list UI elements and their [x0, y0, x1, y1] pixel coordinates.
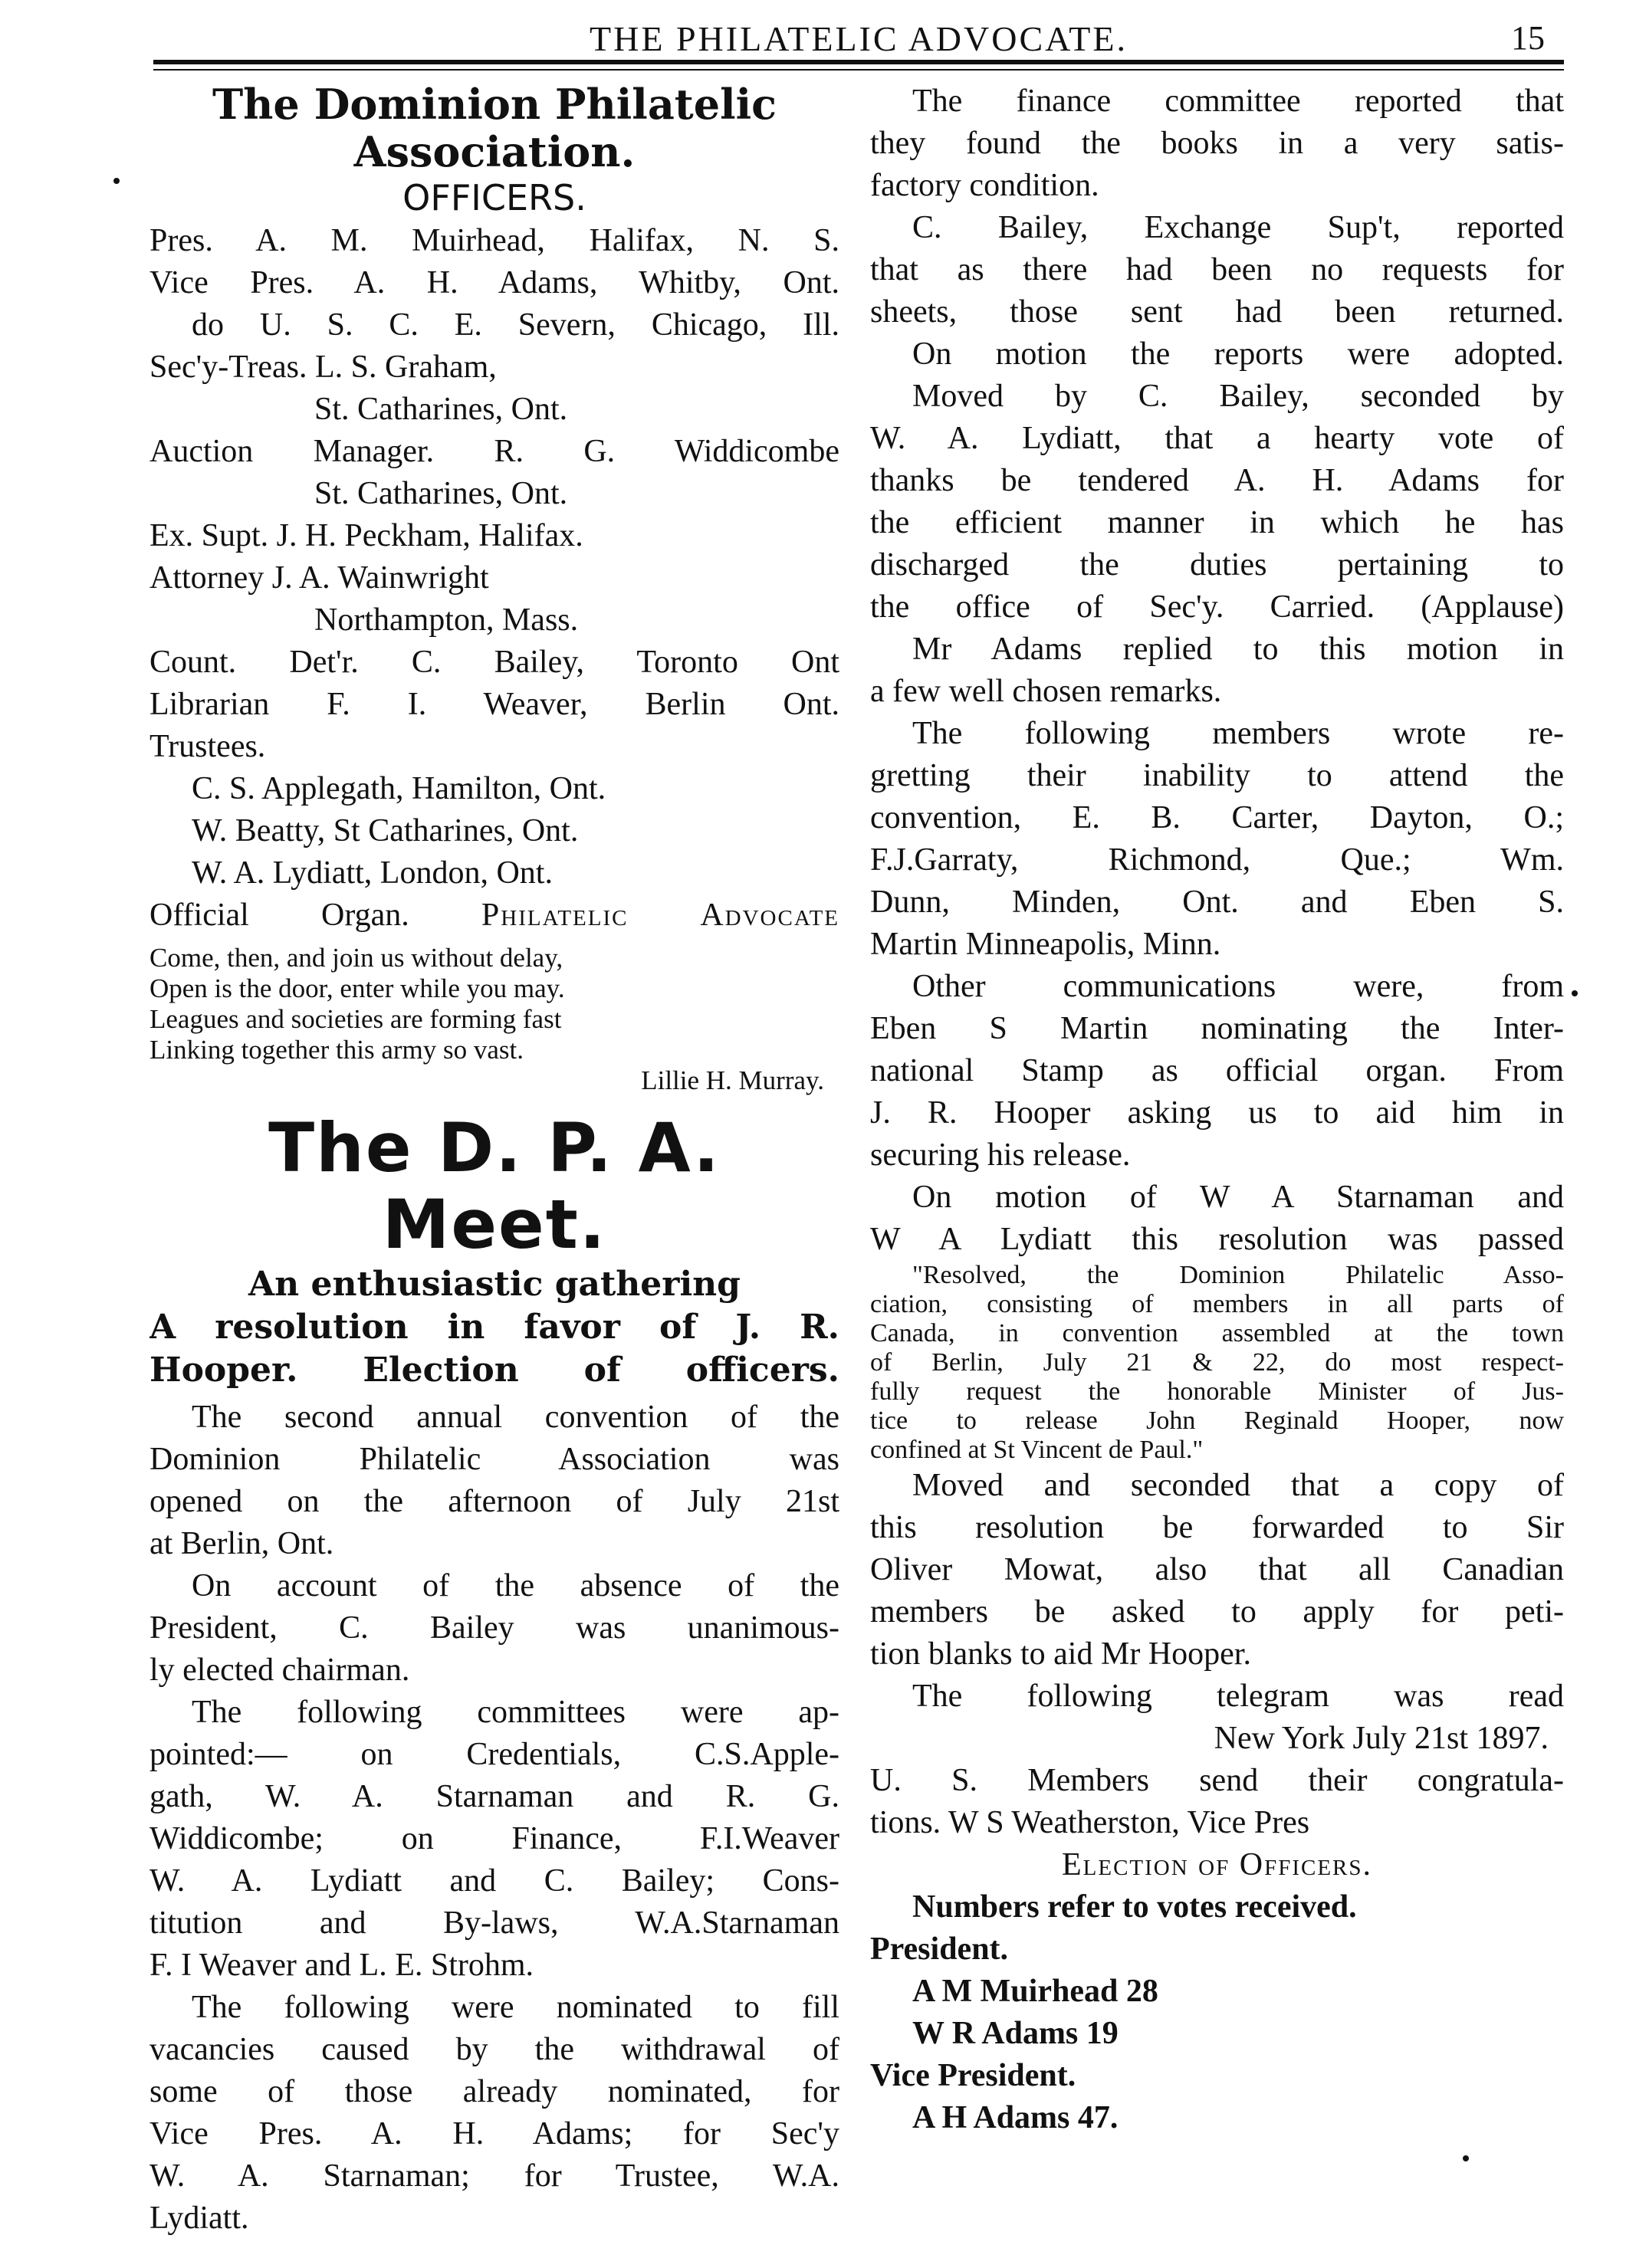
- officer-line: Ex. Supt. J. H. Peckham, Halifax.: [149, 518, 583, 553]
- officer-line: Northampton, Mass.: [314, 602, 579, 638]
- officer-line: St. Catharines, Ont.: [314, 476, 568, 511]
- officer-line: Librarian F. I. Weaver, Berlin Ont.: [149, 687, 839, 722]
- paragraph: On motion the reports were adopted.: [912, 336, 1564, 372]
- officer-line: Count. Det'r. C. Bailey, Toronto Ont: [149, 645, 839, 680]
- poem-line: Open is the door, enter while you may.: [149, 973, 565, 1003]
- trustees-list: [149, 768, 839, 894]
- paragraph: The second annual convention of the Dominion Philatelic Association was opened on the afternoon of July 21st at Berlin, Ont.: [149, 1400, 839, 1561]
- result-line: A H Adams 47.: [912, 2100, 1119, 2135]
- official-organ-label: Official Organ.: [149, 898, 409, 933]
- vice-president-label: Vice President.: [870, 2058, 1076, 2093]
- officer-line: Vice Pres. A. H. Adams, Whitby, Ont.: [149, 265, 839, 300]
- left-column: [149, 80, 839, 2240]
- officer-line: Sec'y-Treas. L. S. Graham,: [149, 350, 497, 385]
- telegram-dateline: New York July 21st 1897.: [1214, 1721, 1549, 1756]
- subhead-line: A resolution in favor of J. R.: [149, 1308, 839, 1347]
- vice-president-results: [870, 2097, 1564, 2139]
- paragraph: The following were nominated to fill vacancies caused by the withdrawal of some of those already nominated, for Vice Pres. A. H. Adams; for Sec'y W. A. Starnaman; for Trustee, W.A. Lydiatt.: [149, 1990, 839, 2236]
- publication-title: THE PHILATELIC ADVOCATE.: [590, 19, 1128, 58]
- officer-line: Attorney J. A. Wainwright: [149, 560, 489, 596]
- telegram: U. S. Members send their congratula- tions. W S Weatherston, Vice Pres: [870, 1763, 1564, 1840]
- poem-author: Lillie H. Murray.: [641, 1065, 824, 1095]
- trustee-line: W. Beatty, St Catharines, Ont.: [192, 813, 579, 848]
- speck-mark: [113, 178, 120, 184]
- trustee-line: W. A. Lydiatt, London, Ont.: [192, 855, 553, 891]
- page-number: 15: [1511, 19, 1545, 57]
- officer-line: do U. S. C. E. Severn, Chicago, Ill.: [192, 307, 839, 343]
- officer-line: Pres. A. M. Muirhead, Halifax, N. S.: [149, 223, 839, 258]
- official-organ: [149, 894, 839, 937]
- paragraph: Moved by C. Bailey, seconded by W. A. Lydiatt, that a hearty vote of thanks be tendered A. H. Adams for the efficient manner in which he has discharged the duties pertaining to the office of Sec'y. Carried. (Applause): [870, 379, 1564, 625]
- officer-line: St. Catharines, Ont.: [314, 392, 568, 427]
- officer-line: Auction Manager. R. G. Widdicombe: [149, 434, 839, 469]
- subhead-line: Hooper. Election of officers.: [149, 1351, 839, 1390]
- paragraph: On motion of W A Starnaman and W A Lydiatt this resolution was passed: [870, 1180, 1564, 1257]
- poem-line: Leagues and societies are forming fast: [149, 1004, 562, 1034]
- speck-mark: [1572, 990, 1578, 996]
- poem-line: Come, then, and join us without delay,: [149, 943, 563, 973]
- paragraph: The following members wrote re- gretting their inability to attend the convention, E. B. Carter, Dayton, O.; F.J.Garraty, Richmond, Que.; Wm. Dunn, Minden, Ont. and Eben S. Martin Minneapolis, Minn.: [870, 716, 1564, 962]
- election-note: Numbers refer to votes received.: [912, 1889, 1357, 1925]
- trustee-line: C. S. Applegath, Hamilton, Ont.: [192, 771, 606, 806]
- association-heading: The Dominion Philatelic Association.: [212, 80, 777, 176]
- president-results: [870, 1971, 1564, 2055]
- result-line: W R Adams 19: [912, 2016, 1119, 2051]
- header-rule-thick: [153, 60, 1564, 64]
- header-rule-thin: [153, 69, 1564, 71]
- official-organ-name: Philatelic Advocate: [481, 898, 839, 933]
- paragraph: The following committees were ap- pointed:— on Credentials, C.S.Apple- gath, W. A. Starnaman and R. G. Widdicombe; on Finance, F.I.Weaver W. A. Lydiatt and C. Bailey; Cons- titution and By-laws, W.A.Starnaman F. I Weaver and L. E. Strohm.: [149, 1695, 839, 1983]
- paragraph: The following telegram was read: [912, 1679, 1564, 1714]
- president-label: President.: [870, 1932, 1009, 1967]
- trustees-label: Trustees.: [149, 729, 266, 764]
- paragraph: Other communications were, from Eben S Martin nominating the Inter- national Stamp as official organ. From J. R. Hooper asking us to aid him in securing his release.: [870, 969, 1564, 1173]
- paragraph: The finance committee reported that they found the books in a very satis- factory condition.: [870, 84, 1564, 203]
- subhead-line: An enthusiastic gathering: [248, 1265, 741, 1304]
- officers-list: [149, 220, 839, 726]
- election-heading: Election of Officers.: [1061, 1847, 1373, 1882]
- speck-mark: [1463, 2155, 1469, 2161]
- page-header: [157, 14, 1560, 60]
- poem-line: Linking together this army so vast.: [149, 1035, 524, 1065]
- poem: [149, 943, 839, 1096]
- result-line: A M Muirhead 28: [912, 1974, 1158, 2009]
- paragraph: On account of the absence of the President, C. Bailey was unanimous- ly elected chairman.: [149, 1568, 839, 1688]
- paragraph: Mr Adams replied to this motion in a few well chosen remarks.: [870, 632, 1564, 709]
- paragraph: Moved and seconded that a copy of this resolution be forwarded to Sir Oliver Mowat, also that all Canadian members be asked to apply for peti- tion blanks to aid Mr Hooper.: [870, 1468, 1564, 1672]
- paragraph: C. Bailey, Exchange Sup't, reported that as there had been no requests for sheets, those sent had been returned.: [870, 210, 1564, 330]
- article-headline: The D. P. A. Meet.: [268, 1108, 721, 1264]
- article-subheads: [149, 1263, 839, 1392]
- officers-heading: OFFICERS.: [402, 177, 586, 218]
- resolution-text: "Resolved, the Dominion Philatelic Asso- ciation, consisting of members in all parts of Canada, in convention assembled at the town of Berlin, July 21 & 22, do most respect- fully request the honorable Minister of Jus- tice to release John Reginald Hooper, now confined at St Vincent de Paul.": [870, 1261, 1564, 1464]
- right-column: [870, 80, 1564, 2139]
